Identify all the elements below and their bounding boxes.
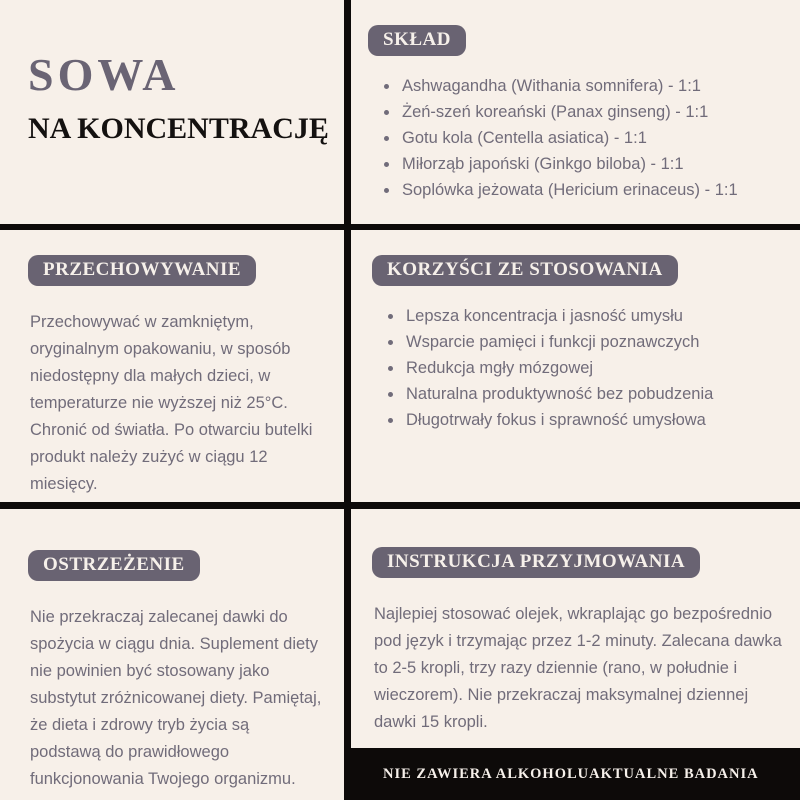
warning-heading-badge: OSTRZEŻENIE	[28, 550, 200, 581]
list-item: • Gotu kola (Centella asiatica) - 1:1	[400, 125, 782, 151]
footer-no-alcohol-label: NIE ZAWIERA ALKOHOLU	[383, 765, 590, 782]
vertical-divider	[344, 0, 351, 800]
storage-section	[0, 230, 344, 502]
dosage-text: Najlepiej stosować olejek, wkraplając go bezpośrednio pod język i trzymając przez 1-2 minuty. Zalecana dawka to 2-5 kropli, trzy razy dziennie (rano, w południe i wieczorem). Nie przekraczaj maksymalnej dziennej dawki 15 kropli.	[374, 605, 782, 732]
list-item: • Żeń-szeń koreański (Panax ginseng) - 1:1	[400, 99, 782, 125]
list-item: • Długotrwały fokus i sprawność umysłowa	[404, 407, 788, 433]
list-item: • Ashwagandha (Withania somnifera) - 1:1	[400, 73, 782, 99]
product-name: SOWA	[28, 49, 180, 100]
composition-list	[368, 73, 782, 203]
dosage-heading-badge: INSTRUKCJA PRZYJMOWANIA	[372, 547, 700, 578]
list-item: • Redukcja mgły mózgowej	[404, 355, 788, 381]
product-subtitle: NA KONCENTRACJĘ	[28, 112, 329, 145]
footer-research-label: AKTUALNE BADANIA	[589, 765, 759, 782]
list-item: • Naturalna produktywność bez pobudzenia	[404, 381, 788, 407]
list-item: • Miłorząb japoński (Ginkgo biloba) - 1:1	[400, 151, 782, 177]
dosage-section	[351, 509, 800, 748]
warning-text: Nie przekraczaj zalecanej dawki do spożycia w ciągu dnia. Suplement diety nie powinien być stosowany jako substytut zróżnicowanej diety. Pamiętaj, że dieta i zdrowy tryb życia są podstawą do prawidłowego funkcjonowania Twojego organizmu.	[30, 608, 322, 789]
horizontal-divider-bottom	[0, 502, 800, 509]
list-item: • Lepsza koncentracja i jasność umysłu	[404, 303, 788, 329]
composition-section	[351, 0, 800, 224]
product-title-section	[0, 0, 344, 224]
composition-heading-badge: SKŁAD	[368, 25, 466, 56]
list-item: • Wsparcie pamięci i funkcji poznawczych	[404, 329, 788, 355]
list-item: • Soplówka jeżowata (Hericium erinaceus) - 1:1	[400, 177, 782, 203]
storage-text: Przechowywać w zamkniętym, oryginalnym opakowaniu, w sposób niedostępny dla małych dzieci, w temperaturze nie wyższej niż 25°C. Chronić od światła. Po otwarciu butelki produkt należy zużyć w ciągu 12 miesięcy.	[30, 313, 313, 494]
benefits-list	[372, 303, 788, 433]
footer-bar	[351, 748, 800, 800]
warning-section	[0, 509, 344, 800]
benefits-heading-badge: KORZYŚCI ZE STOSOWANIA	[372, 255, 678, 286]
storage-heading-badge: PRZECHOWYWANIE	[28, 255, 256, 286]
benefits-section	[351, 230, 800, 502]
